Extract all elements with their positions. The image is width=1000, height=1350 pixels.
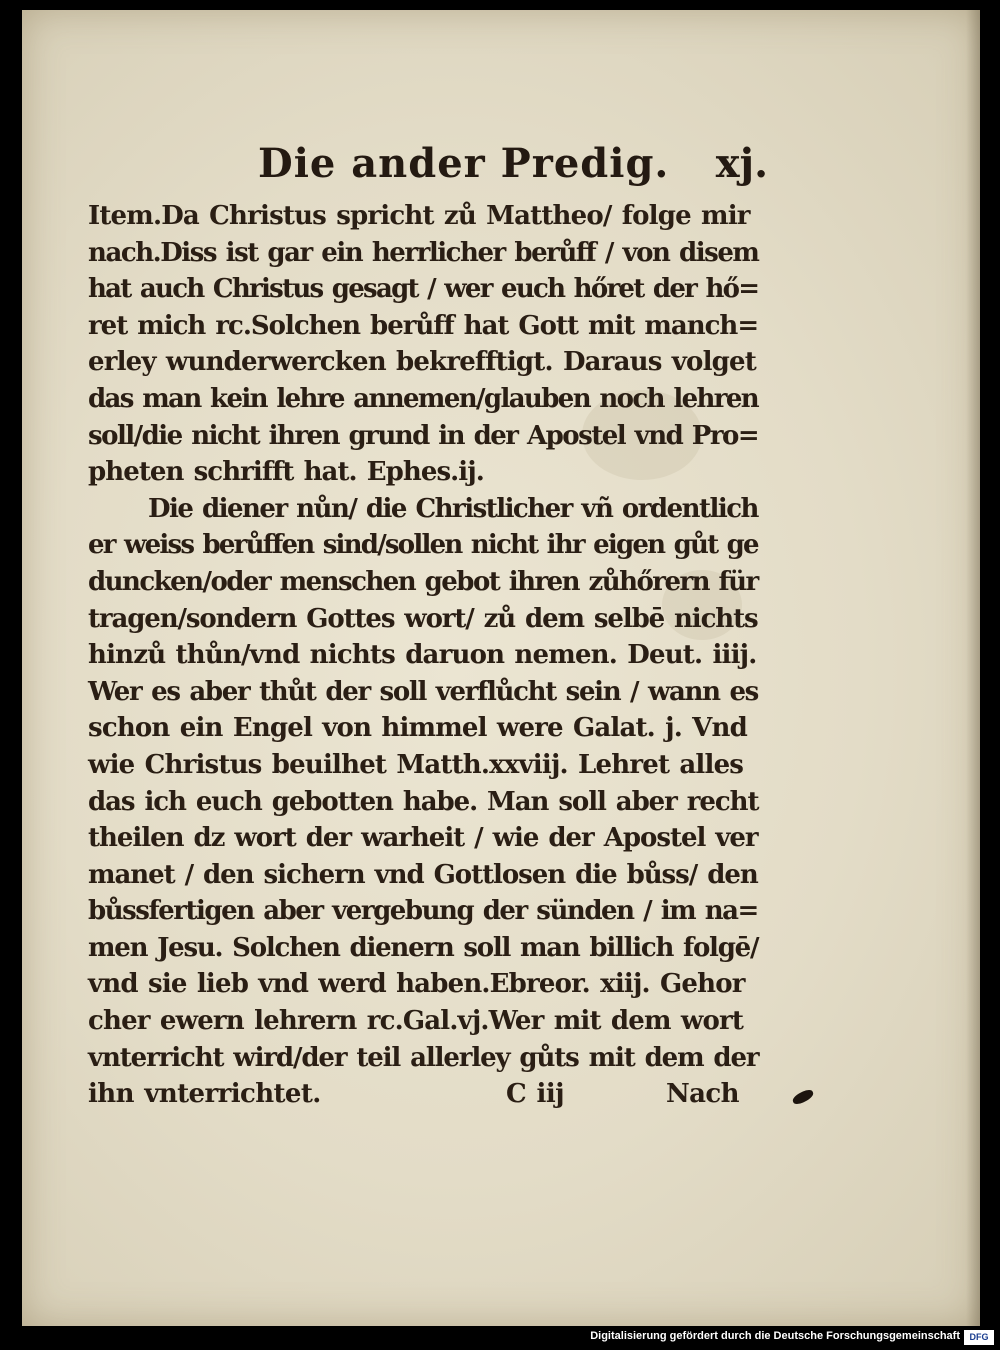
text-line: ret mich rc.Solchen berůff hat Gott mit manch= — [88, 310, 759, 341]
text-line: Die diener nůn/ die Christlicher vñ ordentlich — [148, 493, 758, 524]
text-line: vnterricht wird/der teil allerley gůts mit dem der — [88, 1042, 759, 1073]
text-line: theilen dz wort der warheit / wie der Apostel ver — [88, 823, 758, 854]
text-line: wie Christus beuilhet Matth.xxviij. Lehret alles — [88, 749, 744, 780]
running-header — [258, 140, 768, 196]
text-line: hinzů thůn/vnd nichts daruon nemen. Deut. iiij. — [88, 640, 757, 671]
text-line: men Jesu. Solchen dienern soll man billich folgē/ — [88, 932, 759, 963]
text-line: das ich euch gebotten habe. Man soll aber recht — [88, 786, 759, 817]
footer-bar — [0, 1326, 1000, 1350]
text-line: Wer es aber thůt der soll verflůcht sein / wann es — [88, 676, 758, 707]
text-line: soll/die nicht ihren grund in der Apostel vnd Pro= — [88, 420, 759, 451]
body-text — [88, 198, 768, 1113]
text-line: vnd sie lieb vnd werd haben.Ebreor. xiij. Gehor — [88, 969, 745, 1000]
page-edge-shadow — [966, 10, 980, 1326]
text-line: erley wunderwercken bekrefftigt. Daraus volget — [88, 347, 756, 378]
running-title: Die ander Predig. — [258, 140, 670, 187]
text-line: schon ein Engel von himmel were Galat. j. Vnd — [88, 713, 747, 744]
text-line: pheten schrifft hat. Ephes.ij. — [88, 457, 484, 488]
dfg-logo: DFG — [964, 1330, 994, 1345]
text-line: er weiss berůffen sind/sollen nicht ihr eigen gůt ge — [88, 530, 758, 561]
text-line: tragen/sondern Gottes wort/ zů dem selbē nichts — [88, 603, 758, 634]
catchword: Nach — [666, 1079, 739, 1110]
text-line: duncken/oder menschen gebot ihren zůhőrern für — [88, 566, 758, 597]
text-line: nach.Diss ist gar ein herrlicher berůff / von disem — [88, 237, 759, 268]
folio-number: xj. — [715, 140, 768, 187]
signature-mark: C iij — [506, 1079, 564, 1110]
last-line — [88, 1076, 768, 1113]
text-line: Item.Da Christus spricht zů Mattheo/ folge mir — [88, 201, 750, 231]
text-line: hat auch Christus gesagt / wer euch hőret der hő= — [88, 274, 759, 305]
text-line: bůssfertigen aber vergebung der sünden / im na= — [88, 896, 758, 927]
text-line: cher ewern lehrern rc.Gal.vj.Wer mit dem wort — [88, 1006, 744, 1037]
text-line: manet / den sichern vnd Gottlosen die bůss/ den — [88, 859, 758, 890]
text-line: das man kein lehre annemen/glauben noch lehren — [88, 383, 759, 414]
last-line-text: ihn vnterrichtet. — [88, 1079, 321, 1110]
footer-credit: Digitalisierung gefördert durch die Deutsche Forschungsgemeinschaft — [590, 1330, 960, 1342]
